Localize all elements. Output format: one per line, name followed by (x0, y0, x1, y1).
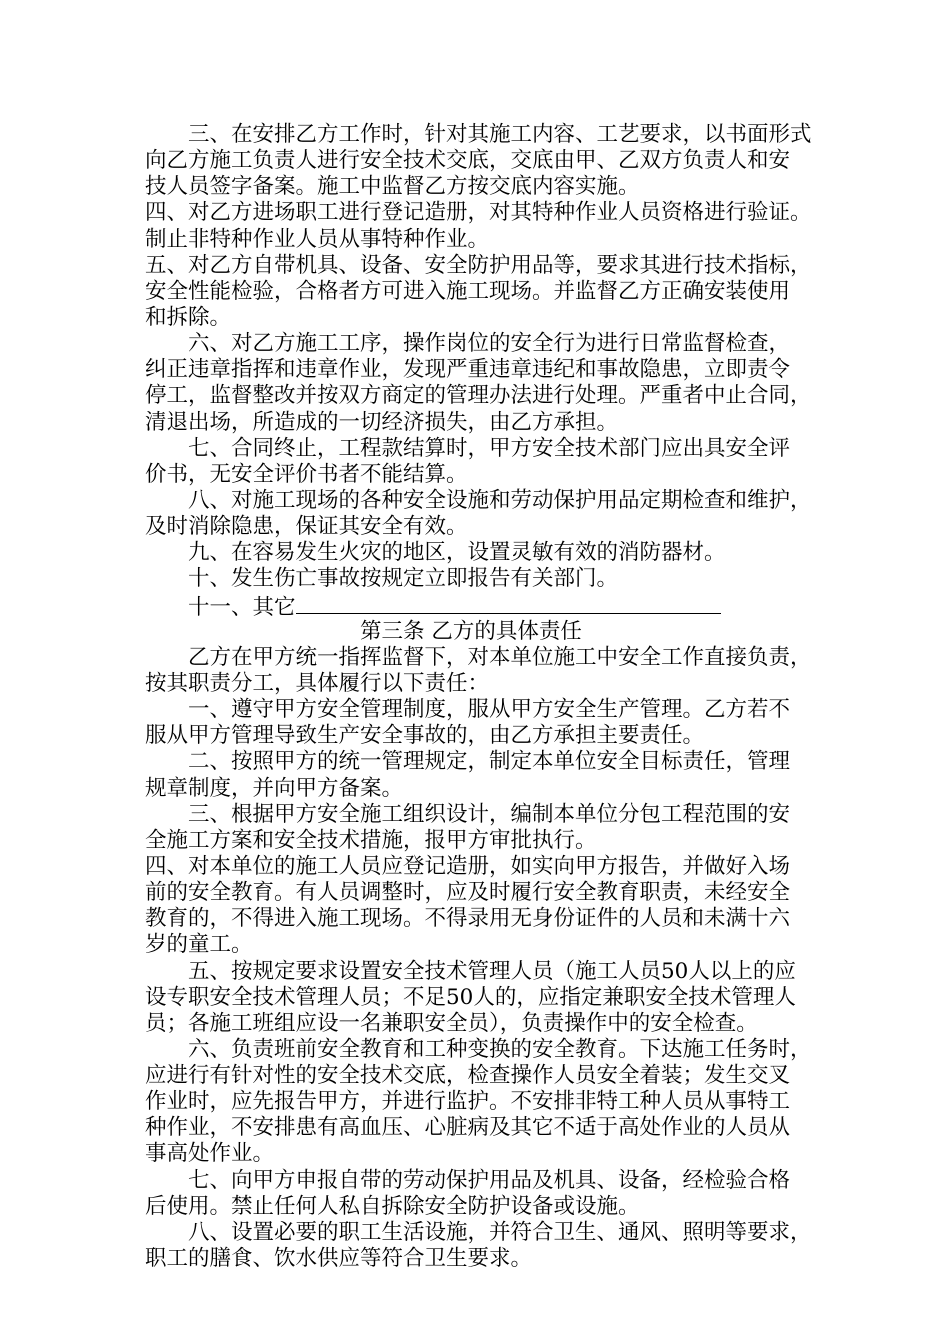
paragraph-line: 全施工方案和安全技术措施，报甲方审批执行。 (145, 827, 597, 853)
paragraph-line: 五、按规定要求设置安全技术管理人员（施工人员50人以上的应 (188, 958, 796, 984)
paragraph-line: 三、在安排乙方工作时，针对其施工内容、工艺要求，以书面形式 (188, 122, 812, 147)
paragraph-line: 四、对乙方进场职工进行登记造册，对其特种作业人员资格进行验证。 (145, 200, 812, 226)
paragraph-line: 三、根据甲方安全施工组织设计，编制本单位分包工程范围的安 (188, 801, 791, 827)
other-item-label: 十一、其它 (188, 594, 296, 620)
paragraph-line: 前的安全教育。有人员调整时，应及时履行安全教育职责，未经安全 (145, 880, 791, 906)
paragraph-line: 六、对乙方施工工序，操作岗位的安全行为进行日常监督检查， (188, 331, 791, 357)
paragraph-line: 员；各施工班组应设一名兼职安全员），负责操作中的安全检查。 (145, 1010, 758, 1036)
paragraph-line: 教育的，不得进入施工现场。不得录用无身份证件的人员和未满十六 (145, 906, 791, 932)
paragraph-line: 七、向甲方申报自带的劳动保护用品及机具、设备，经检验合格 (188, 1167, 791, 1193)
paragraph-line: 停工，监督整改并按双方商定的管理办法进行处理。严重者中止合同， (145, 383, 812, 409)
section-heading: 第三条 乙方的具体责任 (360, 618, 582, 644)
paragraph-line: 一、遵守甲方安全管理制度，服从甲方安全生产管理。乙方若不 (188, 697, 791, 723)
paragraph-line: 后使用。禁止任何人私自拆除安全防护设备或设施。 (145, 1193, 640, 1219)
paragraph-line: 岁的童工。 (145, 932, 253, 958)
paragraph-line: 制止非特种作业人员从事特种作业。 (145, 226, 490, 252)
paragraph-line: 向乙方施工负责人进行安全技术交底，交底由甲、乙双方负责人和安 (145, 148, 791, 174)
other-item-line (0, 593, 950, 619)
paragraph-line: 安全性能检验，合格者方可进入施工现场。并监督乙方正确安装使用 (145, 278, 791, 304)
paragraph-line: 九、在容易发生火灾的地区，设置灵敏有效的消防器材。 (188, 540, 726, 566)
paragraph-line: 十、发生伤亡事故按规定立即报告有关部门。 (188, 566, 619, 592)
paragraph-line: 职工的膳食、饮水供应等符合卫生要求。 (145, 1246, 533, 1272)
paragraph-line: 种作业，不安排患有高血压、心脏病及其它不适于高处作业的人员从 (145, 1115, 791, 1141)
paragraph-line: 事高处作业。 (145, 1141, 275, 1167)
paragraph-line: 技人员签字备案。施工中监督乙方按交底内容实施。 (145, 174, 640, 200)
paragraph-line: 应进行有针对性的安全技术交底，检查操作人员安全着装；发生交叉 (145, 1063, 791, 1089)
fill-in-blank (296, 593, 721, 614)
paragraph-line: 和拆除。 (145, 304, 232, 330)
paragraph-line: 规章制度，并向甲方备案。 (145, 775, 404, 801)
paragraph-line: 价书，无安全评价书者不能结算。 (145, 461, 468, 487)
paragraph-line: 按其职责分工，具体履行以下责任： (145, 670, 490, 696)
paragraph-line: 五、对乙方自带机具、设备、安全防护用品等，要求其进行技术指标， (145, 252, 812, 278)
paragraph-line: 设专职安全技术管理人员；不足50人的，应指定兼职安全技术管理人 (145, 984, 796, 1010)
paragraph-line: 二、按照甲方的统一管理规定，制定本单位安全目标责任，管理 (188, 749, 791, 775)
paragraph-line: 及时消除隐患，保证其安全有效。 (145, 514, 468, 540)
paragraph-line: 服从甲方管理导致生产安全事故的，由乙方承担主要责任。 (145, 723, 705, 749)
paragraph-line: 八、设置必要的职工生活设施，并符合卫生、通风、照明等要求， (188, 1219, 812, 1245)
paragraph-line: 六、负责班前安全教育和工种变换的安全教育。下达施工任务时， (188, 1036, 812, 1062)
document-body (0, 122, 950, 1272)
paragraph-line: 纠正违章指挥和违章作业，发现严重违章违纪和事故隐患，立即责令 (145, 357, 791, 383)
paragraph-line: 八、对施工现场的各种安全设施和劳动保护用品定期检查和维护， (188, 487, 812, 513)
paragraph-line: 乙方在甲方统一指挥监督下，对本单位施工中安全工作直接负责， (188, 644, 812, 670)
paragraph-line: 四、对本单位的施工人员应登记造册，如实向甲方报告，并做好入场 (145, 853, 791, 879)
paragraph-line: 作业时，应先报告甲方，并进行监护。不安排非特工种人员从事特工 (145, 1089, 791, 1115)
paragraph-line: 七、合同终止，工程款结算时，甲方安全技术部门应出具安全评 (188, 435, 791, 461)
paragraph-line: 清退出场，所造成的一切经济损失，由乙方承担。 (145, 409, 619, 435)
